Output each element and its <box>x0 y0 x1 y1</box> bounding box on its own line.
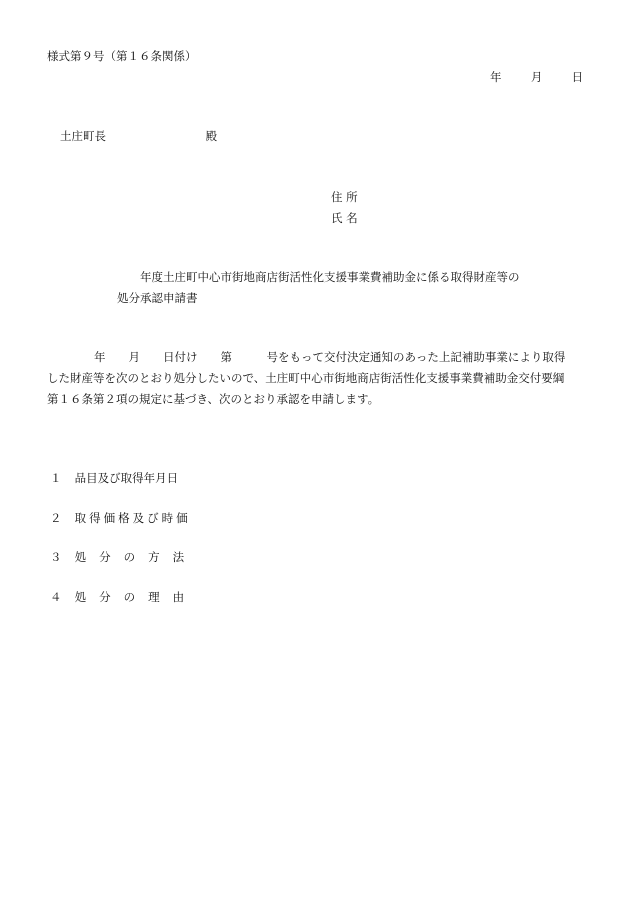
item-4 <box>50 590 197 605</box>
item-number: ２ <box>50 511 62 525</box>
date-month: 月 <box>530 70 543 84</box>
addressee <box>60 129 217 144</box>
document-title-line1: 年度土庄町中心市街地商店街活性化支援事業費補助金に係る取得財産等の <box>140 270 520 284</box>
item-number: １ <box>50 471 62 485</box>
body-text-line1: 年 月 日付け 第 号をもって交付決定通知のあった上記補助事業により取得 <box>94 350 566 364</box>
date-year: 年 <box>490 70 502 84</box>
item-label: 取得価格及び時価 <box>74 511 191 525</box>
item-label: 処分の方法 <box>74 550 198 564</box>
item-label: 品目及び取得年月日 <box>74 471 179 485</box>
form-number: 様式第９号（第１６条関係） <box>47 49 197 63</box>
item-2 <box>50 511 191 526</box>
item-number: ３ <box>50 550 62 564</box>
item-1 <box>50 471 178 486</box>
addressee-name: 土庄町長 <box>60 129 106 143</box>
body-text-line3: 第１６条第２項の規定に基づき、次のとおり承認を申請します。 <box>47 392 380 406</box>
document-title-line2: 処分承認申請書 <box>117 291 198 305</box>
addressee-honorific: 殿 <box>205 129 218 143</box>
body-text-line2: した財産等を次のとおり処分したいので、土庄町中心市街地商店街活性化支援事業費補助金交付要綱 <box>47 371 565 385</box>
date-day: 日 <box>571 70 584 84</box>
item-number: ４ <box>50 590 62 604</box>
item-label: 処分の理由 <box>74 590 198 604</box>
applicant-address-label: 住 所 <box>331 190 358 204</box>
item-3 <box>50 550 197 565</box>
date-line <box>490 70 583 85</box>
applicant-name-label: 氏 名 <box>331 211 358 225</box>
